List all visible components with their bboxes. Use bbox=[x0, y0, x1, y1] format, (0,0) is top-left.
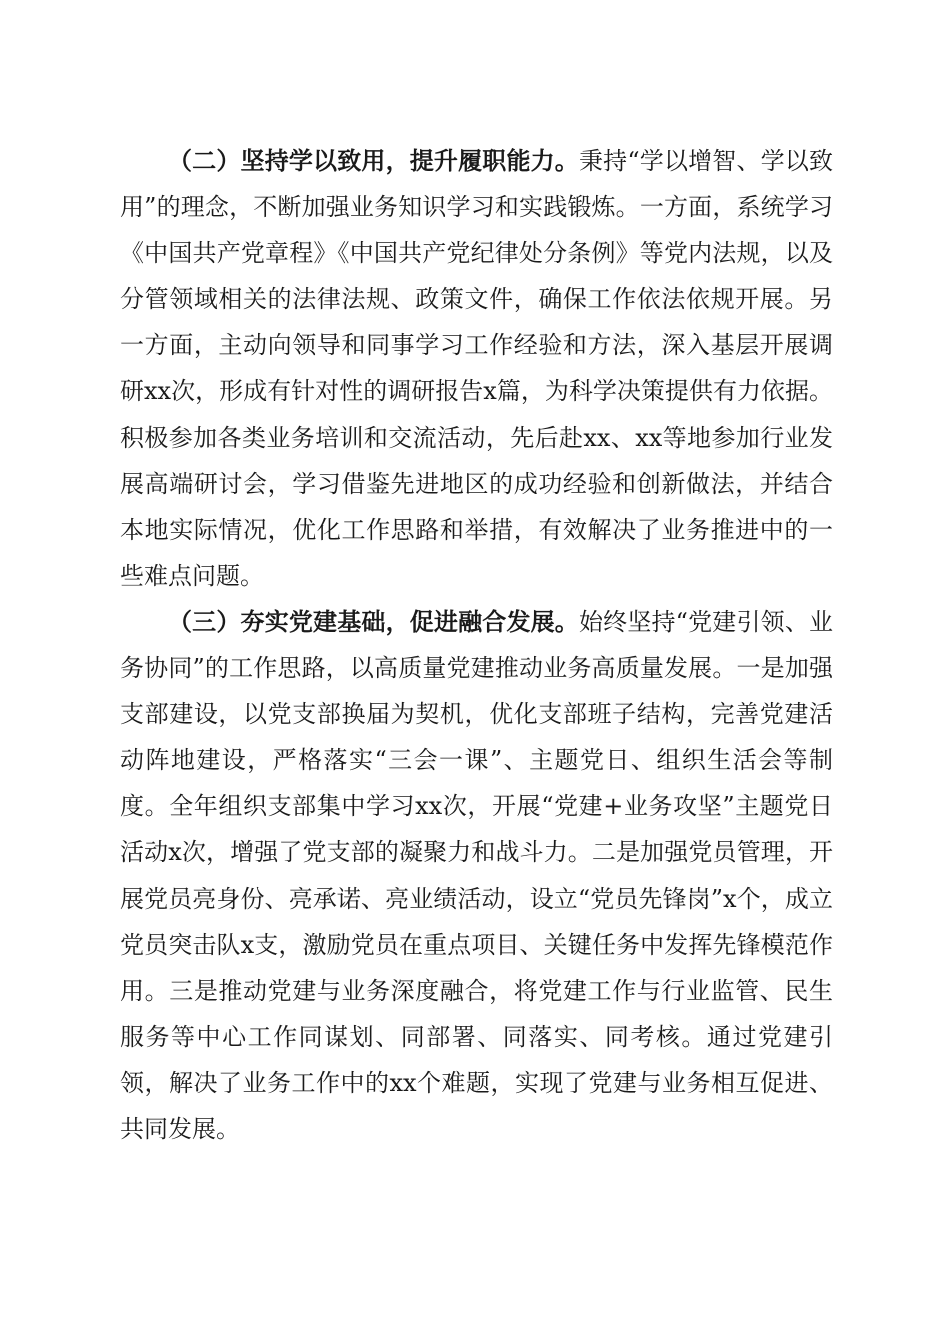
paragraph-section-3 bbox=[120, 599, 833, 1152]
document-body bbox=[120, 138, 833, 1152]
section-heading-2: （二）坚持学以致用，提升履职能力。 bbox=[168, 146, 579, 175]
section-heading-3: （三）夯实党建基础，促进融合发展。 bbox=[168, 606, 579, 636]
section-body-3: 始终坚持“党建引领、业务协同”的工作思路，以高质量党建推动业务高质量发展。一是加强支部建设，以党支部换届为契机，优化支部班子结构，完善党建活动阵地建设，严格落实“三会一课”、主题党日、组织生活会等制度。全年组织支部集中学习xx次，开展“党建+业务攻坚”主题党日活动x次，增强了党支部的凝聚力和战斗力。二是加强党员管理，开展党员亮身份、亮承诺、亮业绩活动，设立“党员先锋岗”x个，成立党员突击队x支，激励党员在重点项目、关键任务中发挥先锋模范作用。三是推动党建与业务深度融合，将党建工作与行业监管、民生服务等中心工作同谋划、同部署、同落实、同考核。通过党建引领，解决了业务工作中的xx个难题，实现了党建与业务相互促进、共同发展。 bbox=[120, 607, 834, 1143]
paragraph-section-2 bbox=[120, 138, 833, 599]
section-body-2: 秉持“学以增智、学以致用”的理念，不断加强业务知识学习和实践锻炼。一方面，系统学习《中国共产党章程》《中国共产党纪律处分条例》等党内法规，以及分管领域相关的法律法规、政策文件，确保工作依法依规开展。另一方面，主动向领导和同事学习工作经验和方法，深入基层开展调研xx次，形成有针对性的调研报告x篇，为科学决策提供有力依据。积极参加各类业务培训和交流活动，先后赴xx、xx等地参加行业发展高端研讨会，学习借鉴先进地区的成功经验和创新做法，并结合本地实际情况，优化工作思路和举措，有效解决了业务推进中的一些难点问题。 bbox=[120, 147, 834, 590]
